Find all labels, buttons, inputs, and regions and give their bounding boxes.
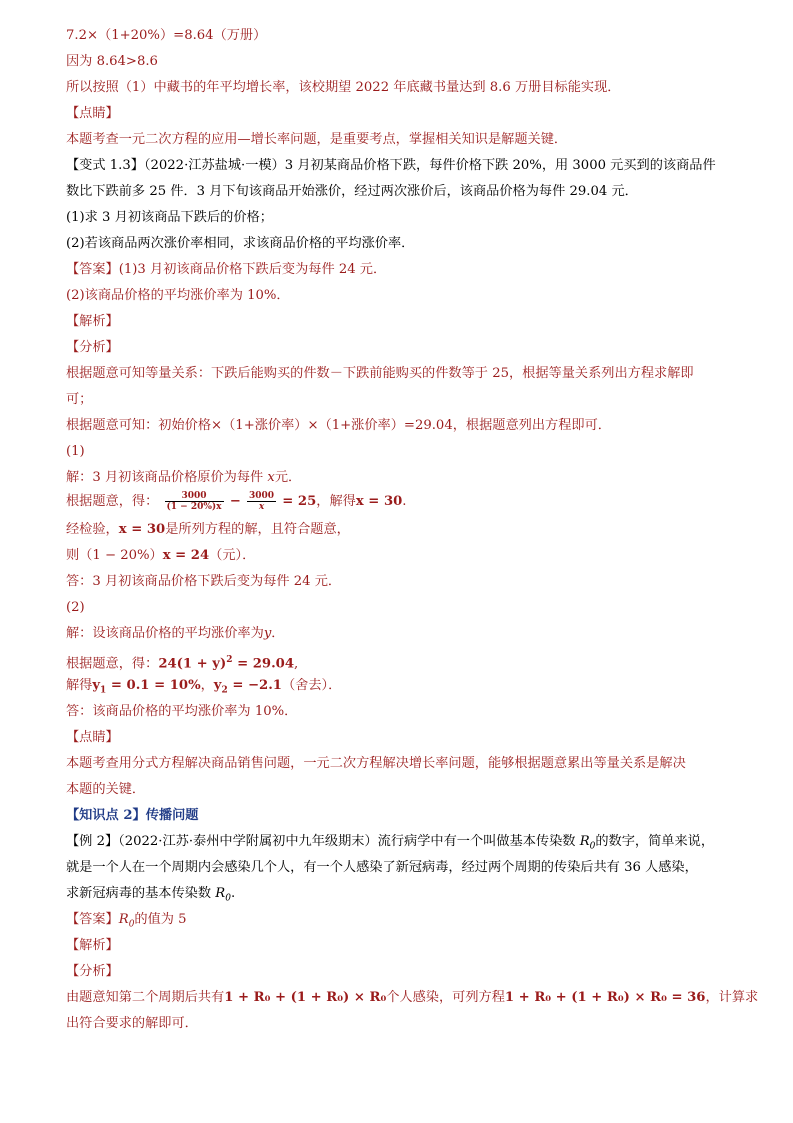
example-2-answer: 【答案】$R_0$的值为 5 [66,912,187,930]
solution-1-equation: 根据题意，得： $\frac{3000}{(1 - 20\%)x}$ − $\frac{3000}{x}$ = 25，解得x = 30. [66,491,407,512]
dianjing-2-line-2: 本题的关键． [66,782,146,797]
question-2: (2)若该商品两次涨价率相同，求该商品价格的平均涨价率． [66,236,415,251]
answer-1: 【答案】(1)3 月初该商品价格下跌后变为每件 24 元． [66,262,387,277]
solution-1-answer: 答：3 月初该商品价格下跌后变为每件 24 元． [66,574,342,589]
dianjing-text: 本题考查一元二次方程的应用—增长率问题，是重要考点，掌握相关知识是解题关键． [66,132,568,147]
knowledge-point-heading: 【知识点 2】传播问题 [66,808,199,823]
question-1: (1)求 3 月初该商品下跌后的价格； [66,210,273,225]
fraction-2: $\frac{3000}{x}$ [249,491,275,512]
variant-text: 数比下跌前多 25 件．3 月下旬该商品开始涨价，经过两次涨价后，该商品价格为每件 29.04 元． [66,184,638,199]
compare-line: 因为 8.64>8.6 [66,54,158,69]
example-2-line-3: 求新冠病毒的基本传染数 $R_0$. [66,886,236,904]
answer-2: (2)该商品价格的平均涨价率为 10%． [66,288,290,303]
heading-jiexi: 【解析】 [66,314,119,329]
heading-jiexi-2: 【解析】 [66,938,119,953]
solution-2-roots: 解得$y_1 = 0.1 = 10\%$，$y_2 = -2.1$（舍去）． [66,678,342,696]
conclusion-line: 所以按照（1）中藏书的年平均增长率，该校期望 2022 年底藏书量达到 8.6 万册目标能实现． [66,80,621,95]
heading-fenxi-2: 【分析】 [66,964,119,979]
heading-dianjing-2: 【点睛】 [66,730,119,745]
analysis-line-2: 可； [66,392,93,407]
analysis-2-line-2: 出符合要求的解即可． [66,1016,198,1031]
analysis-line-1: 根据题意可知等量关系：下跌后能购买的件数－下跌前能购买的件数等于 25，根据等量关系列出方程求解即 [66,366,694,381]
dianjing-2-line-1: 本题考查用分式方程解决商品销售问题，一元二次方程解决增长率问题，能够根据题意累出等量关系是解决 [66,756,686,771]
calc-line: 7.2×（1+20%）=8.64（万册） [66,28,267,43]
solution-1-check: 经检验，x = 30是所列方程的解，且符合题意， [66,522,350,537]
analysis-2-line-1: 由题意知第二个周期后共有1 + R₀ + (1 + R₀) × R₀个人感染，可列方程1 + R₀ + (1 + R₀) × R₀ = 36，计算求 [66,990,759,1005]
fraction-1: $\frac{3000}{(1 - 20\%)x}$ [166,491,222,512]
solution-2-equation: 根据题意，得：$24(1 + y)^2 = 29.04$, [66,655,299,672]
part-2-label: (2) [66,600,85,615]
analysis-line-3: 根据题意可知：初始价格×（1+涨价率）×（1+涨价率）=29.04，根据题意列出方程即可． [66,418,611,433]
part-1-label: (1) [66,444,85,459]
solution-1-setup: 解：3 月初该商品价格原价为每件 x元． [66,470,302,485]
example-2-line-1: 【例 2】（2022·江苏·泰州中学附属初中九年级期末）流行病学中有一个叫做基本传染数 $R_0$的数字，简单来说， [66,834,715,852]
example-2-line-2: 就是一个人在一个周期内会感染几个人，有一个人感染了新冠病毒，经过两个周期的传染后共有 36 人感染， [66,860,698,875]
heading-dianjing: 【点睛】 [66,106,119,121]
variant-title: 【变式 1.3】（2022·江苏盐城·一模）3 月初某商品价格下跌，每件价格下跌 20%，用 3000 元买到的该商品件 [66,158,716,173]
solution-2-setup: 解：设该商品价格的平均涨价率为y． [66,626,285,641]
solution-2-answer: 答：该商品价格的平均涨价率为 10%． [66,704,298,719]
solution-1-result: 则（1 − 20%）x = 24（元）． [66,548,256,563]
heading-fenxi: 【分析】 [66,340,119,355]
